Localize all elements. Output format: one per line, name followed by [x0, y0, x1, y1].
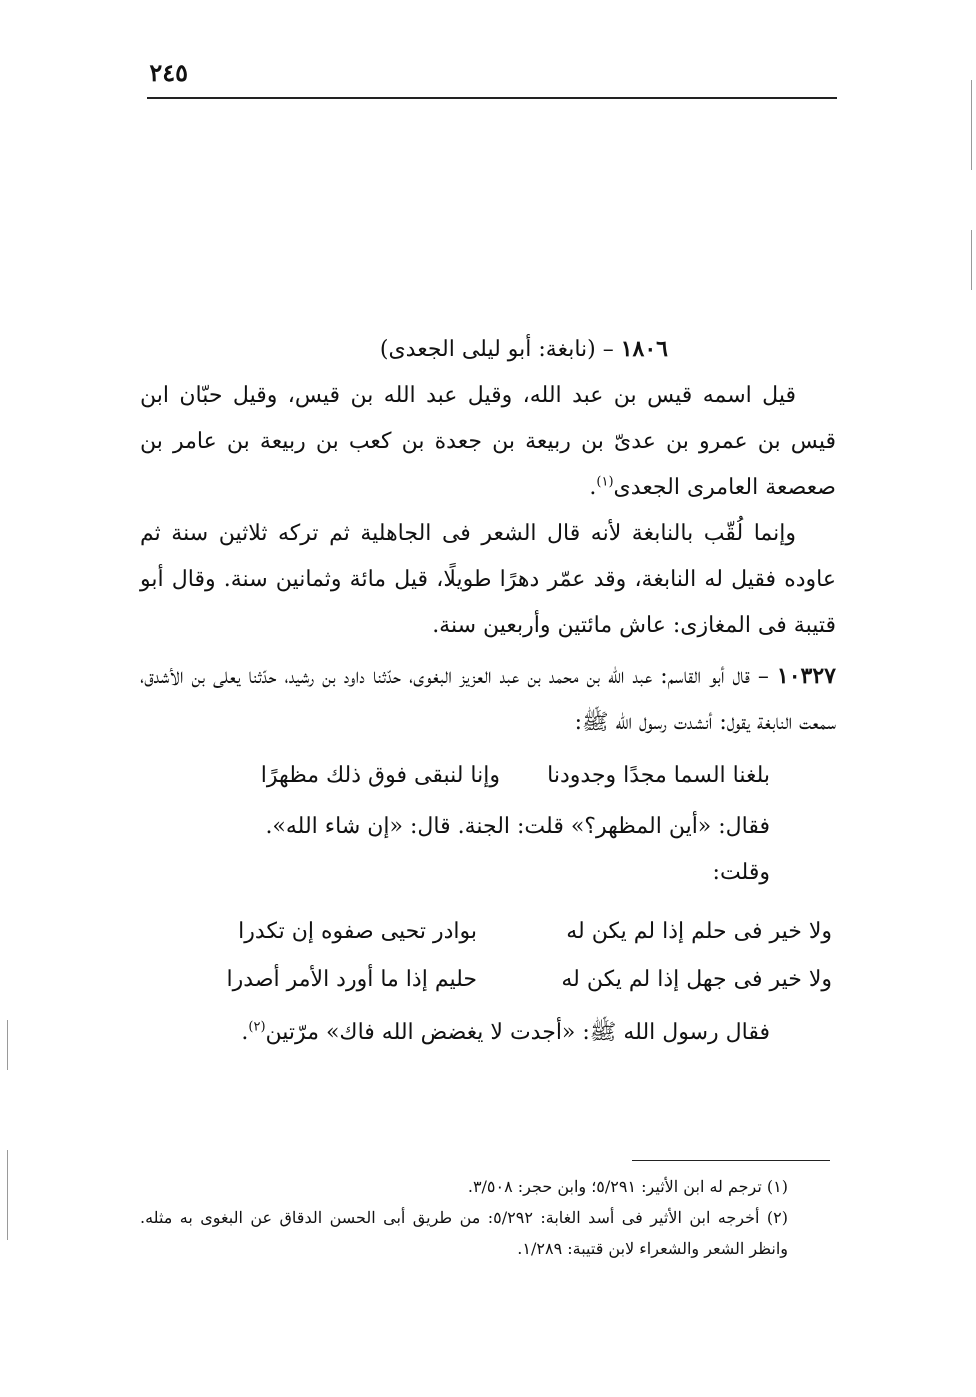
closing-line: [140, 1010, 836, 1056]
paragraph-end: .: [589, 475, 597, 500]
verse-first-hemistich: ولا خير فى حلم إذا لم يكن له: [566, 919, 832, 944]
footnote-rule: [632, 1160, 830, 1161]
footnotes: [140, 1171, 836, 1264]
dialogue-line: فقال: «أين المظهر؟» قلت: الجنة. قال: «إن شاء الله».: [265, 814, 770, 839]
entry-paragraph: [140, 373, 836, 511]
paragraph-text: قيل اسمه قيس بن عبد الله، وقيل عبد الله بن قيس، وقيل حبّان ابن قيس بن عمرو بن عدىّ بن ربيعة بن جعدة بن كعب بن ربيعة بن عامر بن صعصعة العامرى الجعدى: [140, 383, 836, 500]
footnote: (٢) أخرجه ابن الأثير فى أسد الغابة: ٥/٢٩٢: من طريق أبى الحسن الدقاق عن البغوى به مثله. وانظر الشعر والشعراء لابن قتيبة: ١/٢٨٩.: [140, 1208, 788, 1258]
entry-dash: –: [602, 337, 614, 362]
footnote-ref: (٢): [248, 1019, 266, 1035]
footnote: (١) ترجم له ابن الأثير: ٥/٢٩١؛ وابن حجر: ٣/٥٠٨.: [467, 1177, 788, 1196]
verse-second-hemistich: حليم إذا ما أورد الأمر أصدرا: [226, 967, 477, 992]
verse-first-hemistich: ولا خير فى جهل إذا لم يكن له: [561, 967, 832, 992]
entry-number: ١٨٠٦: [620, 336, 668, 362]
verse-first-hemistich: بلغنا السما مجدًا وجدودنا: [547, 763, 770, 788]
main-text: [140, 326, 836, 1056]
poem-verse: [140, 908, 836, 956]
scan-edge-marks: [964, 0, 976, 1397]
page-number: ٢٤٥: [149, 58, 188, 87]
closing-end: .: [241, 1020, 249, 1045]
scan-edge-mark: [971, 230, 972, 290]
verse-second-hemistich: وإنا لنبقى فوق ذلك مظهرًا: [260, 763, 500, 788]
header-rule: [147, 97, 837, 99]
entry-heading: [140, 326, 836, 373]
scan-edge-mark: [971, 80, 972, 170]
poem-verse: [140, 956, 836, 1004]
scan-edge-mark: [7, 1020, 8, 1070]
entry-paragraph: وإنما لُقّب بالنابغة لأنه قال الشعر فى الجاهلية ثم تركه ثلاثين سنة ثم عاوده فقيل له النابغة، وقد عمّر دهرًا طويلًا، قيل مائة وثمانين سنة. وقال أبو قتيبة فى المغازى: عاش مائتين وأربعين سنة.: [140, 521, 836, 638]
scan-edge-mark: [7, 1150, 8, 1240]
poem-verse: [140, 752, 836, 800]
verse-second-hemistich: بوادر تحيى صفوه إن تكدرا: [238, 919, 477, 944]
closing-text: فقال رسول الله ﷺ: «أجدت لا يغضض الله فاك» مرّتين: [265, 1020, 770, 1045]
entry-title: (نابغة: أبو ليلى الجعدى): [379, 337, 596, 362]
footnote-ref: (١): [596, 474, 614, 490]
hadith-paragraph: [140, 653, 836, 746]
said-line: وقلت:: [712, 860, 770, 885]
hadith-number: ١٠٣٢٧: [776, 663, 836, 689]
hadith-text: – قال أبو القاسم: عبد الله بن محمد بن عبد العزيز البغوى، حدّثنا داود بن رشيد، حدّثنا يعلى بن الأشدق، سمعت النابغة يقول: أنشدت رسول الله ﷺ:: [140, 664, 836, 735]
